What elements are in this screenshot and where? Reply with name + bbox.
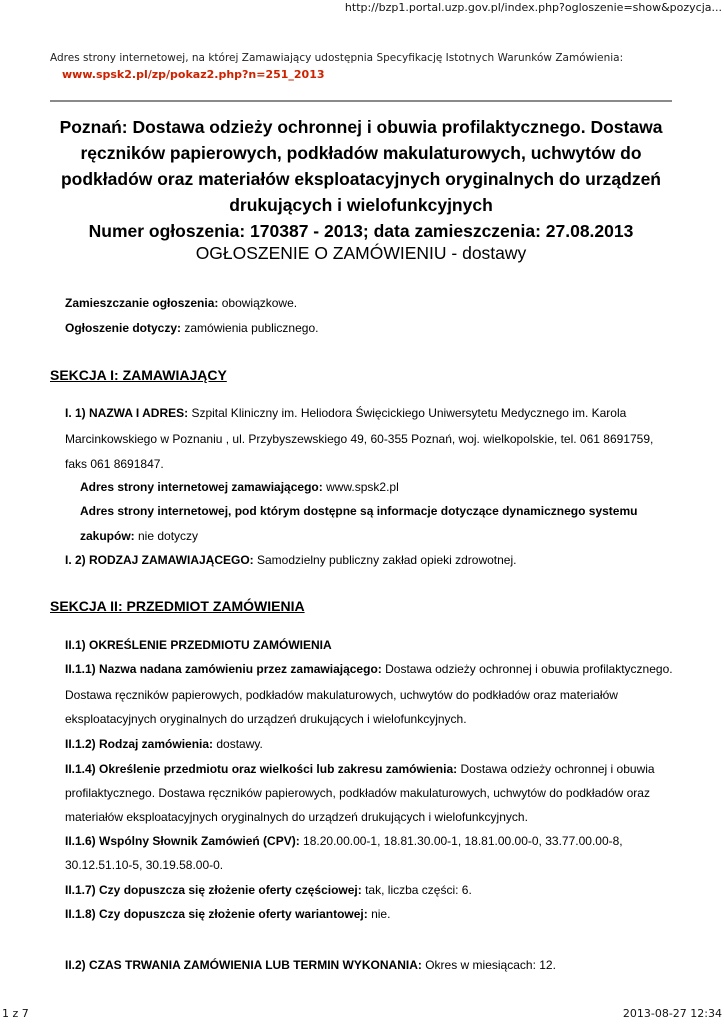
concerns-label: Ogłoszenie dotyczy: <box>65 321 182 335</box>
name-address-line-3: faks 061 8691847. <box>65 457 164 471</box>
name-address-label: I. 1) NAZWA I ADRES: <box>65 406 189 420</box>
name-address-line-2: Marcinkowskiego w Poznaniu , ul. Przybyszewskiego 49, 60-355 Poznań, woj. wielkopolskie, tel. 061 8691759, <box>65 432 654 446</box>
ii112-row <box>65 736 263 752</box>
dps-value: nie dotyczy <box>134 529 199 543</box>
notice-number: Numer ogłoszenia: 170387 - 2013; data zamieszczenia: 27.08.2013 <box>88 221 634 241</box>
ii114-label: II.1.4) Określenie przedmiotu oraz wielkości lub zakresu zamówienia: <box>65 762 458 776</box>
page-number: 1 z 7 <box>2 1007 29 1020</box>
dps-label-line-2: zakupów: <box>80 529 135 543</box>
ii118-value: nie. <box>367 907 391 921</box>
dps-label-text: Adres strony internetowej, pod którym dostępne są informacje dotyczące dynamicznego systemu <box>80 504 638 518</box>
horizontal-divider <box>50 100 672 102</box>
ii2-label: II.2) CZAS TRWANIA ZAMÓWIENIA LUB TERMIN WYKONANIA: <box>65 958 422 972</box>
ii117-label: II.1.7) Czy dopuszcza się złożenie oferty częściowej: <box>65 883 362 897</box>
contracting-type-row <box>65 552 516 568</box>
notice-subtitle: OGŁOSZENIE O ZAMÓWIENIU - dostawy <box>195 243 527 263</box>
ii114-line-2: profilaktycznego. Dostawa ręczników papierowych, podkładów makulaturowych, uchwytów do podkładów oraz <box>65 786 650 800</box>
contracting-type-value: Samodzielny publiczny zakład opieki zdrowotnej. <box>253 553 517 567</box>
ii111-label: II.1.1) Nazwa nadana zamówieniu przez zamawiającego: <box>65 662 382 676</box>
page-url: http://bzp1.portal.uzp.gov.pl/index.php?ogloszenie=show&pozycja... <box>344 1 722 14</box>
concerns-row <box>65 320 318 336</box>
placement-row <box>65 295 297 311</box>
ii111-row <box>65 661 673 677</box>
ii2-row <box>65 957 556 973</box>
dps-label-line-1 <box>80 503 637 519</box>
ii111-line-3: eksploatacyjnych oryginalnych do urządzeń drukujących i wielofunkcyjnych. <box>65 712 467 726</box>
ii118-label: II.1.8) Czy dopuszcza się złożenie oferty wariantowej: <box>65 907 368 921</box>
ii112-label: II.1.2) Rodzaj zamówienia: <box>65 737 214 751</box>
dps-row <box>80 528 198 544</box>
siwz-address-label: Adres strony internetowej, na której Zamawiający udostępnia Specyfikację Istotnych Warunków Zamówienia: <box>50 52 624 64</box>
siwz-address-link[interactable]: www.spsk2.pl/zp/pokaz2.php?n=251_2013 <box>62 68 325 81</box>
ii111-line-2: Dostawa ręczników papierowych, podkładów makulaturowych, uchwytów do podkładów oraz materiałów <box>65 688 618 702</box>
ii116-label: II.1.6) Wspólny Słownik Zamówień (CPV): <box>65 834 300 848</box>
ii1-heading-text: II.1) OKREŚLENIE PRZEDMIOTU ZAMÓWIENIA <box>65 638 332 652</box>
www-label: Adres strony internetowej zamawiającego: <box>80 480 323 494</box>
notice-title <box>50 114 672 244</box>
concerns-value: zamówienia publicznego. <box>181 321 319 335</box>
section-2-heading: SEKCJA II: PRZEDMIOT ZAMÓWIENIA <box>50 598 305 614</box>
ii116-row <box>65 833 623 849</box>
ii118-row <box>65 906 390 922</box>
title-line-1: Poznań: Dostawa odzieży ochronnej i obuwia profilaktycznego. Dostawa <box>59 117 663 137</box>
print-datetime: 2013-08-27 12:34 <box>622 1007 722 1020</box>
ii112-value: dostawy. <box>213 737 263 751</box>
ii1-heading <box>65 637 332 653</box>
ii2-value: Okres w miesiącach: 12. <box>421 958 556 972</box>
ii114-line-1: Dostawa odzieży ochronnej i obuwia <box>457 762 655 776</box>
ii116-line-1: 18.20.00.00-1, 18.81.30.00-1, 18.81.00.00-0, 33.77.00.00-8, <box>299 834 623 848</box>
title-line-3: podkładów oraz materiałów eksploatacyjnych oryginalnych do urządzeń <box>60 169 661 189</box>
www-row <box>80 479 399 495</box>
section-1-heading: SEKCJA I: ZAMAWIAJĄCY <box>50 367 227 383</box>
ii114-line-3: materiałów eksploatacyjnych oryginalnych do urządzeń drukujących i wielofunkcyjnych. <box>65 810 528 824</box>
ii117-value: tak, liczba części: 6. <box>361 883 472 897</box>
placement-value: obowiązkowe. <box>218 296 298 310</box>
name-address-row <box>65 405 626 421</box>
title-line-4: drukujących i wielofunkcyjnych <box>229 195 493 215</box>
name-address-line-1: Szpital Kliniczny im. Heliodora Święcickiego Uniwersytetu Medycznego im. Karola <box>188 406 627 420</box>
ii116-line-2: 30.12.51.10-5, 30.19.58.00-0. <box>65 858 224 872</box>
title-line-2: ręczników papierowych, podkładów makulaturowych, uchwytów do <box>80 143 642 163</box>
www-value: www.spsk2.pl <box>322 480 399 494</box>
ii111-line-1: Dostawa odzieży ochronnej i obuwia profilaktycznego. <box>381 662 673 676</box>
ii114-row <box>65 761 655 777</box>
placement-label: Zamieszczanie ogłoszenia: <box>65 296 219 310</box>
contracting-type-label: I. 2) RODZAJ ZAMAWIAJĄCEGO: <box>65 553 254 567</box>
ii117-row <box>65 882 472 898</box>
